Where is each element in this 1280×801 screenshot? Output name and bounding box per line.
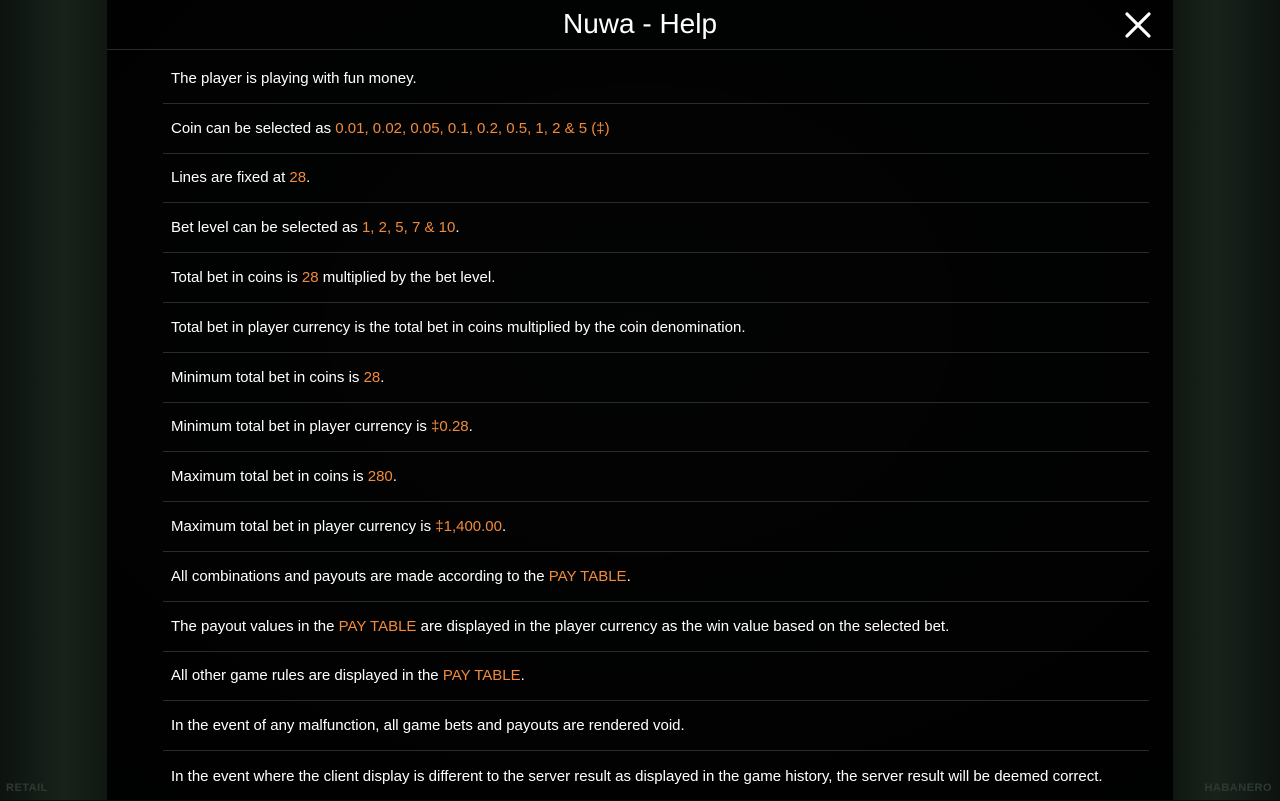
- rule-text: Bet level can be selected as: [171, 219, 362, 236]
- close-button[interactable]: [1123, 10, 1153, 40]
- help-header: [107, 0, 1173, 50]
- rule-highlight-text: 28: [364, 369, 381, 386]
- rule-text: .: [455, 219, 459, 236]
- background-left-edge: [0, 0, 108, 800]
- rule-item: [163, 104, 1149, 154]
- background-right-mark: HABANERO: [1204, 782, 1272, 794]
- rule-item: [163, 253, 1149, 303]
- rule-text: Lines are fixed at: [171, 169, 289, 186]
- rule-text: Minimum total bet in player currency is: [171, 418, 431, 435]
- rule-item: [163, 502, 1149, 552]
- rule-text: Total bet in coins is: [171, 269, 302, 286]
- rule-item: [163, 701, 1149, 751]
- rule-text: multiplied by the bet level.: [319, 269, 496, 286]
- rule-item: [163, 403, 1149, 453]
- rule-item: [163, 54, 1149, 104]
- rule-text: .: [627, 568, 631, 585]
- rule-item: [163, 751, 1149, 801]
- rule-text: In the event where the client display is different to the server result as displayed in the game history, the server result will be deemed correct.: [171, 768, 1103, 785]
- rule-text: Minimum total bet in coins is: [171, 369, 364, 386]
- rules-list: [163, 54, 1149, 801]
- rule-text: .: [393, 468, 397, 485]
- rule-item: [163, 552, 1149, 602]
- background-left-mark: RETAIL: [6, 782, 48, 794]
- rule-item: [163, 154, 1149, 204]
- rule-highlight-text: 28: [302, 269, 319, 286]
- rule-highlight-text: 1, 2, 5, 7 & 10: [362, 219, 455, 236]
- rule-text: Total bet in player currency is the total bet in coins multiplied by the coin denomination.: [171, 319, 745, 336]
- close-icon: [1123, 10, 1153, 40]
- rule-text: The payout values in the: [171, 618, 339, 635]
- rule-highlight-text: ‡0.28: [431, 418, 469, 435]
- rule-text: Maximum total bet in player currency is: [171, 518, 435, 535]
- rule-highlight-text: 28: [289, 169, 306, 186]
- rule-item: [163, 652, 1149, 702]
- rule-highlight-text: PAY TABLE: [549, 568, 627, 585]
- rule-text: .: [469, 418, 473, 435]
- rule-text: The player is playing with fun money.: [171, 70, 417, 87]
- rule-item: [163, 452, 1149, 502]
- rule-text: All combinations and payouts are made according to the: [171, 568, 549, 585]
- rule-item: [163, 203, 1149, 253]
- rule-text: Maximum total bet in coins is: [171, 468, 368, 485]
- rule-text: Coin can be selected as: [171, 120, 335, 137]
- rule-text: .: [502, 518, 506, 535]
- rule-text: In the event of any malfunction, all game bets and payouts are rendered void.: [171, 717, 685, 734]
- rule-text: All other game rules are displayed in the: [171, 667, 443, 684]
- rule-highlight-text: 0.01, 0.02, 0.05, 0.1, 0.2, 0.5, 1, 2 & 5 (‡): [335, 120, 609, 137]
- rule-highlight-text: PAY TABLE: [339, 618, 417, 635]
- rule-text: .: [306, 169, 310, 186]
- rule-item: [163, 303, 1149, 353]
- rule-item: [163, 602, 1149, 652]
- rule-text: are displayed in the player currency as the win value based on the selected bet.: [416, 618, 949, 635]
- dialog-title: Nuwa - Help: [107, 6, 1173, 42]
- rule-highlight-text: ‡1,400.00: [435, 518, 502, 535]
- rule-text: .: [380, 369, 384, 386]
- help-dialog: [107, 0, 1173, 800]
- rule-highlight-text: 280: [368, 468, 393, 485]
- rule-item: [163, 353, 1149, 403]
- rule-highlight-text: PAY TABLE: [443, 667, 521, 684]
- rule-text: .: [521, 667, 525, 684]
- background-right-edge: [1172, 0, 1280, 800]
